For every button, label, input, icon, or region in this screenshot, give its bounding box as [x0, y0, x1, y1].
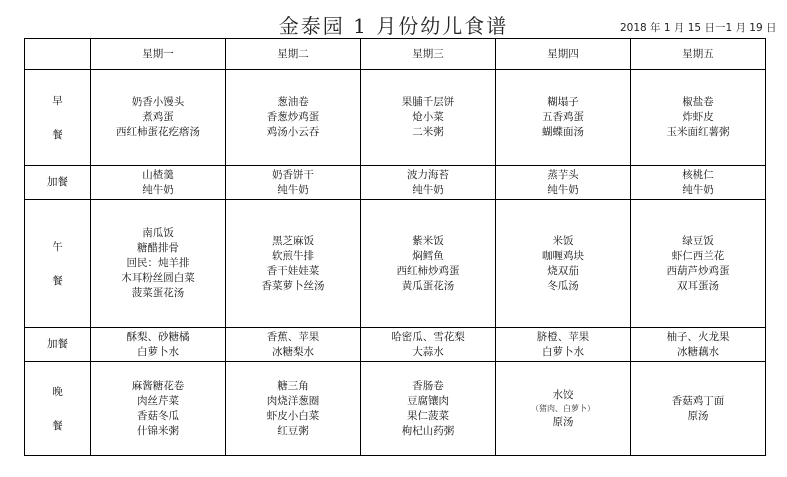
menu-item: 西红柿蛋花疙瘩汤 — [116, 126, 200, 138]
meal-label-dinner — [25, 362, 91, 456]
menu-item: 香肠卷 — [412, 379, 444, 392]
meal-label-char: 晚 — [52, 385, 63, 398]
menu-item: 香葱炒鸡蛋 — [266, 111, 320, 123]
menu-item: 菠菜蛋花汤 — [131, 287, 185, 299]
menu-item: 蒸芋头 — [547, 168, 579, 181]
day-header-friday: 星期五 — [631, 39, 766, 70]
snack-tuesday — [226, 328, 361, 362]
menu-item: 炝小菜 — [412, 111, 444, 123]
dinner-wednesday — [361, 362, 496, 456]
menu-item: 白萝卜水 — [542, 345, 584, 358]
menu-item: 煮鸡蛋 — [142, 111, 174, 123]
meal-label-char: 餐 — [52, 274, 63, 287]
meal-label-char: 餐 — [52, 419, 63, 432]
menu-item: 香菇鸡丁面 — [671, 394, 725, 407]
snack-friday — [631, 166, 766, 200]
day-header-thursday: 星期四 — [496, 39, 631, 70]
lunch-thursday — [496, 200, 631, 328]
menu-item: 大蒜水 — [412, 345, 444, 358]
header-row — [25, 39, 766, 70]
menu-item: 咖喱鸡块 — [542, 249, 584, 262]
corner-cell — [25, 39, 91, 70]
lunch-wednesday — [361, 200, 496, 328]
menu-item: 黑芝麻饭 — [272, 234, 314, 247]
meal-label-snack: 加餐 — [25, 166, 91, 200]
menu-item: 果仁菠菜 — [407, 409, 449, 422]
snack-friday — [631, 328, 766, 362]
breakfast-thursday — [496, 70, 631, 166]
snack-thursday — [496, 328, 631, 362]
menu-item: 山楂羹 — [142, 168, 174, 181]
menu-item: 纯牛奶 — [547, 183, 579, 196]
meal-label-char: 午 — [52, 240, 63, 253]
dinner-thursday — [496, 362, 631, 456]
menu-item: 二米粥 — [412, 126, 444, 138]
menu-table — [24, 38, 766, 456]
menu-item: 米饭 — [552, 234, 574, 247]
menu-item: 木耳粉丝圆白菜 — [121, 272, 195, 284]
dinner-row — [25, 362, 766, 456]
menu-item: 回民：炖羊排 — [126, 257, 190, 269]
menu-item: 肉烧洋葱圈 — [266, 394, 320, 407]
menu-item: 豆腐镶肉 — [407, 394, 449, 407]
menu-item: 糊塌子 — [547, 96, 579, 108]
menu-item: 虾皮小白菜 — [266, 409, 320, 422]
lunch-monday — [91, 200, 226, 328]
menu-item: 焖鳕鱼 — [412, 249, 444, 262]
menu-item: 红豆粥 — [277, 424, 309, 437]
menu-item: 软煎牛排 — [272, 249, 314, 262]
snack-tuesday — [226, 166, 361, 200]
menu-item: 哈密瓜、雪花梨 — [391, 330, 465, 343]
menu-item: 冰糖梨水 — [272, 345, 314, 358]
menu-item: 纯牛奶 — [277, 183, 309, 196]
menu-item: 玉米面红薯粥 — [666, 126, 730, 138]
dinner-monday — [91, 362, 226, 456]
menu-item: 果脯千层饼 — [401, 96, 455, 108]
menu-item: 香菜萝卜丝汤 — [261, 279, 325, 292]
menu-item: 冬瓜汤 — [547, 279, 579, 292]
menu-item: 五香鸡蛋 — [542, 111, 584, 123]
menu-item: 鸡汤小云吞 — [266, 126, 320, 138]
day-header-wednesday: 星期三 — [361, 39, 496, 70]
page-title: 金泰园 1 月份幼儿食谱 — [278, 14, 509, 38]
dinner-friday — [631, 362, 766, 456]
breakfast-friday — [631, 70, 766, 166]
menu-item: 奶香饼干 — [272, 168, 314, 181]
menu-item: 纯牛奶 — [142, 183, 174, 196]
menu-item: 椒盐卷 — [682, 96, 714, 108]
lunch-tuesday — [226, 200, 361, 328]
menu-item: 纯牛奶 — [682, 183, 714, 196]
breakfast-monday — [91, 70, 226, 166]
menu-item: 黄瓜蛋花汤 — [401, 279, 455, 292]
snack-monday — [91, 166, 226, 200]
lunch-row — [25, 200, 766, 328]
breakfast-tuesday — [226, 70, 361, 166]
meal-label-char: 餐 — [52, 128, 63, 141]
breakfast-wednesday — [361, 70, 496, 166]
date-range: 2018 年 1 月 15 日一1 月 19 日 — [620, 22, 777, 34]
menu-item: 双耳蛋汤 — [677, 279, 719, 292]
menu-item: 奶香小馒头 — [131, 96, 185, 108]
menu-item: 脐橙、苹果 — [536, 330, 590, 343]
menu-item: 纯牛奶 — [412, 183, 444, 196]
menu-item: 西红柿炒鸡蛋 — [396, 264, 460, 277]
menu-item: 葱油卷 — [277, 96, 309, 108]
menu-item: 西葫芦炒鸡蛋 — [666, 264, 730, 277]
meal-label-snack: 加餐 — [25, 328, 91, 362]
menu-item: 麻酱糖花卷 — [131, 379, 185, 392]
menu-item: 什锦米粥 — [137, 424, 179, 437]
lunch-friday — [631, 200, 766, 328]
menu-item: 香蕉、苹果 — [266, 330, 320, 343]
menu-item: 糖三角 — [277, 379, 309, 392]
menu-item: 香菇冬瓜 — [137, 409, 179, 422]
snack-monday — [91, 328, 226, 362]
menu-item: 香干娃娃菜 — [266, 264, 320, 277]
menu-item: 酥梨、砂糖橘 — [126, 330, 190, 343]
menu-item: 糖醋排骨 — [137, 242, 179, 254]
menu-item: 紫米饭 — [412, 234, 444, 247]
menu-item-note: （猪肉、白萝卜） — [531, 403, 595, 413]
snack-row-afternoon — [25, 328, 766, 362]
snack-thursday — [496, 166, 631, 200]
dinner-tuesday — [226, 362, 361, 456]
breakfast-row — [25, 70, 766, 166]
menu-item: 波力海苔 — [407, 168, 449, 181]
menu-item: 蝴蝶面汤 — [542, 126, 584, 138]
menu-item: 绿豆饭 — [682, 234, 714, 247]
menu-item: 炸虾皮 — [682, 111, 714, 123]
meal-label-lunch — [25, 200, 91, 328]
menu-item: 白萝卜水 — [137, 345, 179, 358]
menu-item: 虾仁西兰花 — [671, 249, 725, 262]
day-header-monday: 星期一 — [91, 39, 226, 70]
menu-item: 水饺 — [552, 388, 574, 401]
menu-item: 冰糖藕水 — [677, 345, 719, 358]
snack-row-morning — [25, 166, 766, 200]
menu-item: 核桃仁 — [682, 168, 714, 181]
menu-item: 原汤 — [552, 415, 574, 428]
menu-item: 南瓜饭 — [142, 227, 174, 239]
meal-label-breakfast — [25, 70, 91, 166]
menu-item: 原汤 — [687, 409, 709, 422]
meal-label-char: 早 — [52, 94, 63, 107]
menu-item: 烧双茄 — [547, 264, 579, 277]
snack-wednesday — [361, 166, 496, 200]
menu-item: 肉丝芹菜 — [137, 394, 179, 407]
menu-item: 枸杞山药粥 — [401, 424, 455, 437]
menu-item: 柚子、火龙果 — [666, 330, 730, 343]
day-header-tuesday: 星期二 — [226, 39, 361, 70]
snack-wednesday — [361, 328, 496, 362]
